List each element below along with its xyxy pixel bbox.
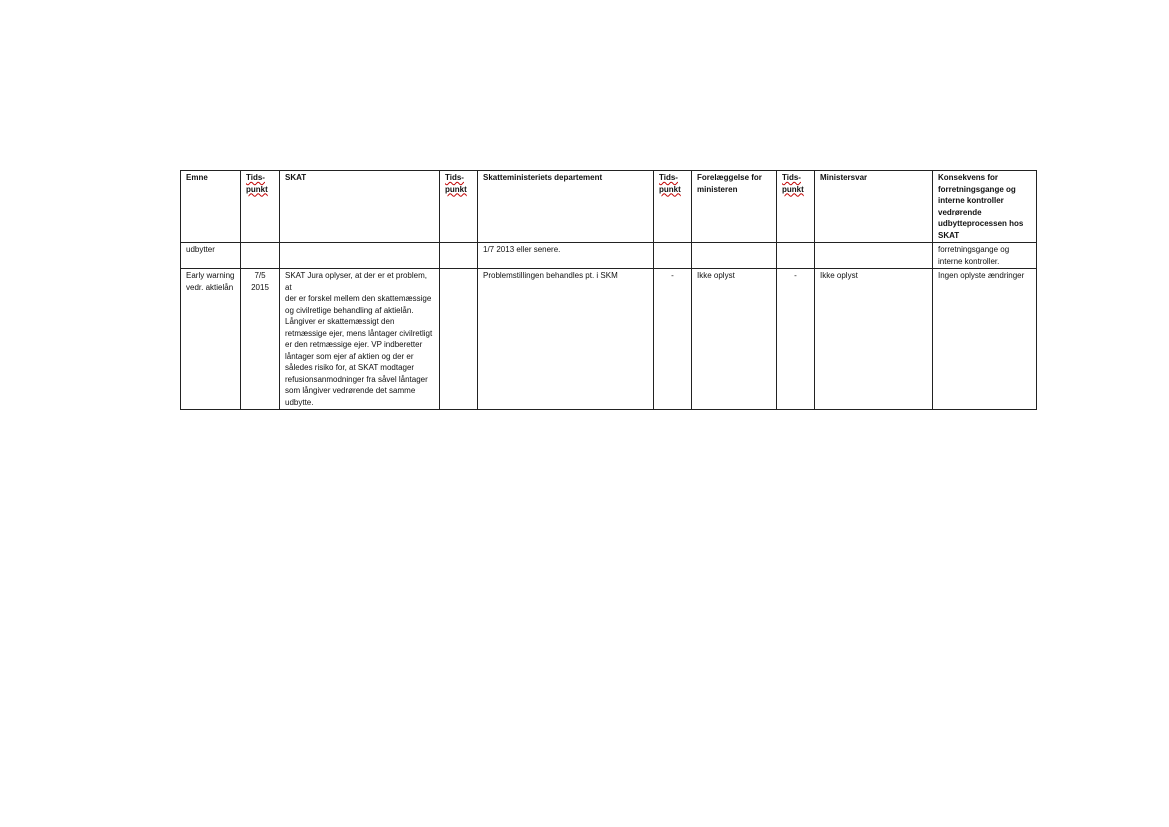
cell-forelaeggelse [692, 243, 777, 269]
cell-tidspunkt-4 [777, 243, 815, 269]
cell-konsekvens: forretningsgange og interne kontroller. [933, 243, 1037, 269]
header-forelaeggelse: Forelæggelse for ministeren [692, 171, 777, 243]
cell-konsekvens: Ingen oplyste ændringer [933, 269, 1037, 410]
cell-tidspunkt-1 [241, 243, 280, 269]
header-departement: Skatteministeriets departement [478, 171, 654, 243]
cell-departement: Problemstillingen behandles pt. i SKM [478, 269, 654, 410]
cell-departement: 1/7 2013 eller senere. [478, 243, 654, 269]
table-row [181, 269, 1037, 410]
cell-skat [280, 243, 440, 269]
cell-tidspunkt-1: 7/5 2015 [241, 269, 280, 410]
cell-tidspunkt-4: - [777, 269, 815, 410]
table-row [181, 243, 1037, 269]
header-tidspunkt-1: Tids- punkt [241, 171, 280, 243]
cell-tidspunkt-2 [440, 243, 478, 269]
header-ministersvar: Ministersvar [815, 171, 933, 243]
header-emne: Emne [181, 171, 241, 243]
header-tidspunkt-3: Tids- punkt [654, 171, 692, 243]
document-table [180, 170, 1037, 410]
header-tidspunkt-2: Tids- punkt [440, 171, 478, 243]
cell-tidspunkt-3 [654, 243, 692, 269]
header-tidspunkt-4: Tids- punkt [777, 171, 815, 243]
cell-ministersvar: Ikke oplyst [815, 269, 933, 410]
cell-emne: Early warning vedr. aktielån [181, 269, 241, 410]
cell-ministersvar [815, 243, 933, 269]
header-row [181, 171, 1037, 243]
header-konsekvens: Konsekvens for forretningsgange og interne kontroller vedrørende udbytteprocessen hos SKAT [933, 171, 1037, 243]
cell-tidspunkt-3: - [654, 269, 692, 410]
header-skat: SKAT [280, 171, 440, 243]
cell-forelaeggelse: Ikke oplyst [692, 269, 777, 410]
cell-skat: SKAT Jura oplyser, at der er et problem, at der er forskel mellem den skattemæssige og civilretlige behandling af aktielån. Långiver er skattemæssigt den retmæssige ejer, mens låntager civilretligt er den retmæssige ejer. VP indberetter låntager som ejer af aktien og der er således risiko for, at SKAT modtager refusionsanmodninger fra såvel låntager som långiver vedrørende det samme udbytte. [280, 269, 440, 410]
cell-tidspunkt-2 [440, 269, 478, 410]
cell-emne: udbytter [181, 243, 241, 269]
